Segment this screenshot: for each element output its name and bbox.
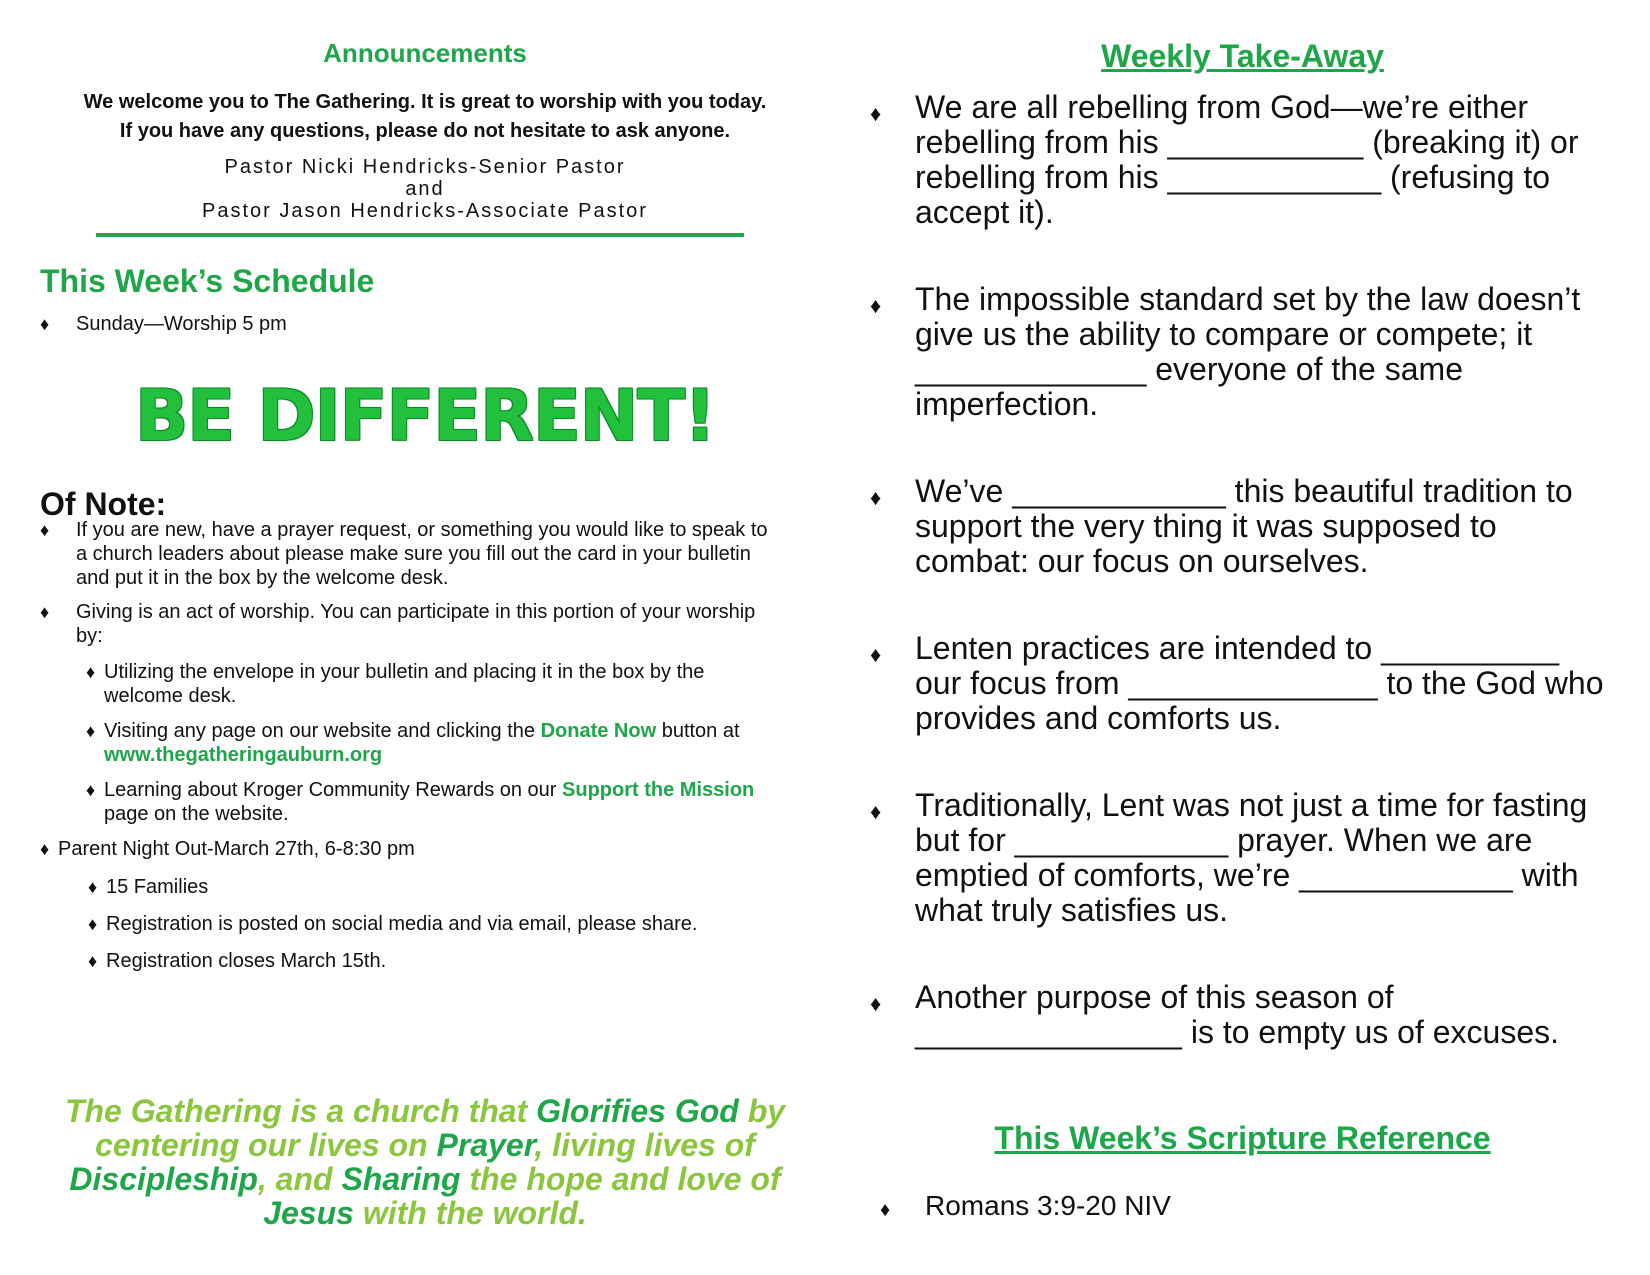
left-panel: Announcements We welcome you to The Gathering. It is great to worship with you today. If you have any questions, please do not hesitate to ask anyone. Pastor Nicki Hendricks-Senior Pastor and Pastor Jason Hendricks-Associate Pastor This Week’s Schedule ♦ Sunday—Worship 5 pm BE DIFFERENT! Of Note: ♦ If you are new, have a prayer request, or something you would like to speak to a church leaders about please make sure you fill out the card in your bulletin and put it in the box by the welcome desk. ♦ Giving is an act of worship. You can participate in this portion of your worship by: ♦ Utilizing the envelope in your bulletin and placing it in the box by the welcome desk. ♦ Visiting any page on our website and clicking the Donate Now button at www.thegatheringauburn.org ♦ Learning about Kroger Community Rewards on our Support the Mission page on the website. ♦ Parent Night Out-March 27th, 6-8:30 pm ♦ 15 Families ♦ Registration is posted on social media and via email, please share. ♦ Registration closes March 15th. The Gathering is a church that Glorifies God by centering our lives on Prayer, living lives of Discipleship, and Sharing the hope and love of Jesus with the world.: [40, 0, 810, 1275]
welcome-message: [40, 88, 810, 146]
website-url-link[interactable]: www.thegatheringauburn.org: [104, 744, 383, 766]
bullet-icon: ♦: [40, 314, 50, 334]
bullet-icon: ♦: [870, 101, 882, 126]
donate-now-link[interactable]: Donate Now: [540, 720, 657, 742]
announcements-title: Announcements: [323, 38, 527, 68]
bullet-icon: ♦: [40, 839, 50, 859]
bullet-icon: ♦: [88, 914, 98, 934]
bullet-icon: ♦: [870, 799, 882, 824]
support-mission-link[interactable]: Support the Mission: [562, 779, 755, 801]
section-divider: [96, 233, 744, 237]
bullet-icon: ♦: [86, 662, 96, 682]
bullet-icon: ♦: [870, 293, 882, 318]
pastor-associate: Pastor Jason Hendricks-Associate Pastor: [202, 200, 648, 222]
welcome-line-1: We welcome you to The Gathering. It is great to worship with you today.: [83, 91, 767, 113]
mission-statement: The Gathering is a church that Glorifies God by centering our lives on Prayer, living lives of Discipleship, and Sharing the hope and love of Jesus with the world.: [64, 1093, 786, 1231]
bullet-icon: ♦: [40, 520, 50, 540]
bullet-icon: ♦: [86, 721, 96, 741]
scripture-title: This Week’s Scripture Reference: [994, 1120, 1491, 1156]
bullet-icon: ♦: [870, 642, 882, 667]
right-panel: Weekly Take-Away ♦ We are all rebelling from God—we’re either rebelling from his ___________ (breaking it) or rebelling from his ____________ (refusing to accept it). ♦ The impossible standard set by the law doesn’t give us the ability to compare or compete; it _____________ everyone of the same imperfection. ♦ We’ve ____________ this beautiful tradition to support the very thing it was supposed to combat: our focus on ourselves. ♦ Lenten practices are intended to __________ our focus from ______________ to the God who provides and comforts us. ♦ Traditionally, Lent was not just a time for fasting but for ____________ prayer. When we are emptied of comforts, we’re ____________ with what truly satisfies us. ♦ Another purpose of this season of _______________ is to empty us of excuses. This Week’s Scripture Reference ♦ Romans 3:9-20 NIV: [870, 0, 1615, 1275]
welcome-line-2: If you have any questions, please do not hesitate to ask anyone.: [119, 120, 731, 142]
be-different-banner: BE DIFFERENT!: [134, 375, 716, 457]
bullet-icon: ♦: [870, 485, 882, 510]
takeaway-title: Weekly Take-Away: [1101, 38, 1384, 74]
pastor-senior: Pastor Nicki Hendricks-Senior Pastor: [224, 156, 626, 178]
pastors-block: [40, 156, 810, 222]
of-note-title: Of Note:: [40, 486, 167, 522]
bullet-icon: ♦: [40, 602, 50, 622]
bullet-icon: ♦: [88, 951, 98, 971]
bullet-icon: ♦: [880, 1199, 891, 1221]
pastor-and: and: [405, 178, 445, 200]
bullet-icon: ♦: [86, 780, 96, 800]
bullet-icon: ♦: [88, 877, 98, 897]
bullet-icon: ♦: [870, 991, 882, 1016]
schedule-title: This Week’s Schedule: [40, 263, 375, 299]
